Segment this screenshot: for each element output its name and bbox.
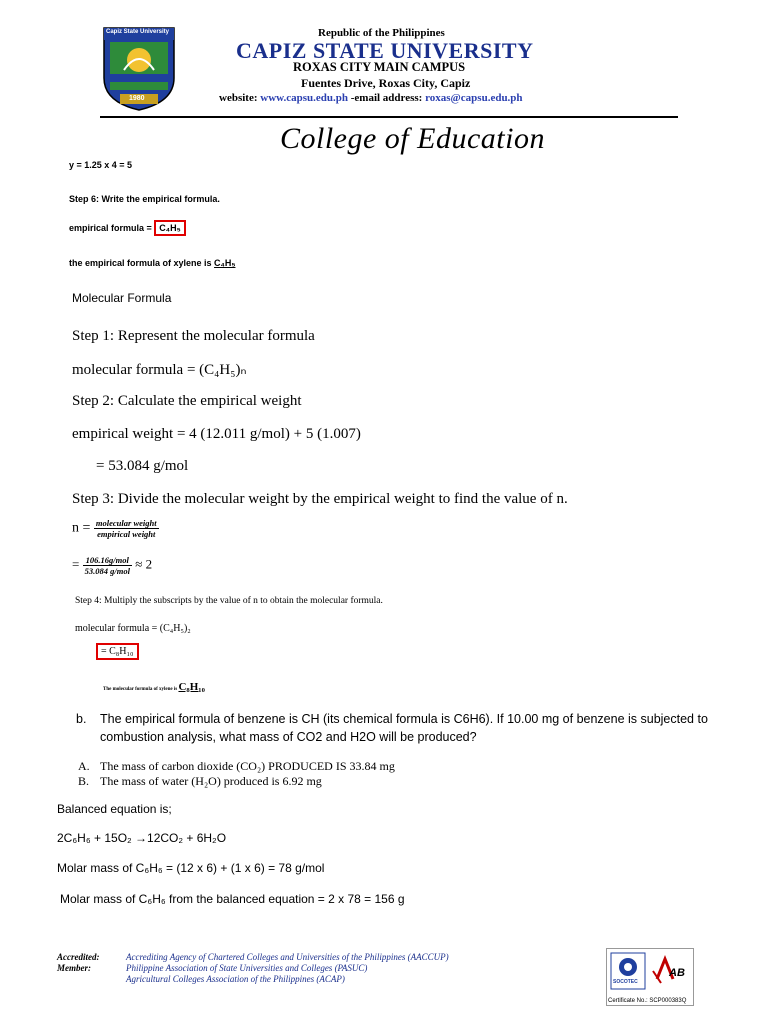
answer-b-text: The mass of water (H₂O) produced is 6.92 mg xyxy=(100,774,322,788)
org-aaccup: Accrediting Agency of Chartered Colleges and Universities of the Philippines (AACCUP) xyxy=(126,952,449,962)
footer-organizations xyxy=(126,952,449,985)
empirical-weight-result: = 53.084 g/mol xyxy=(96,458,189,474)
republic-line: Republic of the Philippines xyxy=(318,27,445,39)
contact-line xyxy=(219,92,523,104)
balanced-equation: 2C₆H₆ + 15O₂ →12CO₂ + 6H₂O xyxy=(57,831,227,845)
y-calculation: y = 1.25 x 4 = 5 xyxy=(69,160,133,170)
n-calc-result: ≈ 2 xyxy=(135,556,153,572)
n-calc-prefix: = xyxy=(72,556,83,572)
logo-text: Capiz State University xyxy=(106,29,170,35)
xylene-molecular-label: The molecular formula of xylene is xyxy=(103,687,179,692)
email-label: -email address: xyxy=(347,92,426,104)
accredited-label: Accredited: xyxy=(57,952,100,962)
member-label: Member: xyxy=(57,963,91,973)
campus-name: ROXAS CITY MAIN CAMPUS xyxy=(293,60,466,74)
molar-mass-balanced-line: Molar mass of C₆H₆ from the balanced equation = 2 x 78 = 156 g xyxy=(60,892,405,906)
xylene-empirical-value: C₄H₅ xyxy=(214,258,236,268)
n-calc-denominator: 53.084 g/mol xyxy=(84,566,130,576)
step2-heading: Step 2: Calculate the empirical weight xyxy=(72,393,302,409)
molar-mass-line: Molar mass of C₆H₆ = (12 x 6) + (1 x 6) = 78 g/mol xyxy=(57,861,325,875)
xylene-empirical-line xyxy=(69,258,235,268)
xylene-molecular-line xyxy=(103,677,205,695)
answer-a-text: The mass of carbon dioxide (CO₂) PRODUCED IS 33.84 mg xyxy=(100,759,395,773)
footer-labels xyxy=(57,952,99,974)
part-b-question-line2: combustion analysis, what mass of CO2 and H2O will be produced? xyxy=(100,730,477,744)
socotec-logo-text: SOCOTEC xyxy=(613,979,638,985)
molecular-formula-heading: Molecular Formula xyxy=(72,291,172,305)
part-b-question-line1: The empirical formula of benzene is CH (its chemical formula is C6H6). If 10.00 mg of benzene is subjected to xyxy=(100,712,708,726)
empirical-formula-line xyxy=(69,223,186,233)
logo-year: 1980 xyxy=(129,95,145,102)
n-fraction xyxy=(94,518,159,539)
n-calc-fraction xyxy=(83,555,132,576)
n-definition xyxy=(72,518,159,539)
email-link[interactable]: roxas@capsu.edu.ph xyxy=(425,92,523,104)
website-link[interactable]: www.capsu.edu.ph xyxy=(260,92,348,104)
header-divider xyxy=(100,116,678,118)
n-numerator: molecular weight xyxy=(95,518,157,528)
n-calculation xyxy=(72,555,152,576)
molecular-formula-subscript: molecular formula = (C₄H₅)₂ xyxy=(75,623,191,634)
campus-address: Fuentes Drive, Roxas City, Capiz xyxy=(301,76,471,90)
n-denominator: empirical weight xyxy=(97,529,156,539)
org-pasuc: Philippine Association of State Universities and Colleges (PASUC) xyxy=(126,963,368,973)
college-title: College of Education xyxy=(280,122,545,155)
org-acap: Agricultural Colleges Association of the Philippines (ACAP) xyxy=(126,974,345,984)
step6-heading: Step 6: Write the empirical formula. xyxy=(69,194,220,204)
molecular-formula-expression: molecular formula = (C₄H₅)ₙ xyxy=(72,362,247,378)
step1-heading: Step 1: Represent the molecular formula xyxy=(72,328,315,344)
university-name: CAPIZ STATE UNIVERSITY xyxy=(236,38,534,63)
website-label: website: xyxy=(219,92,261,104)
certificate-number: Certificate No.: SCP000383Q xyxy=(608,998,687,1004)
xylene-molecular-value: C₈H₁₀ xyxy=(178,681,205,693)
empirical-formula-label: empirical formula = xyxy=(69,223,155,233)
answer-a-label: A. xyxy=(78,759,90,773)
xylene-empirical-label: the empirical formula of xylene is xyxy=(69,258,215,268)
n-calc-numerator: 106.16g/mol xyxy=(83,555,132,566)
answer-b-label: B. xyxy=(78,774,90,788)
ab-logo-text: AB xyxy=(669,967,685,979)
molecular-result-box: = C₈H₁₀ xyxy=(96,643,139,660)
balanced-equation-heading: Balanced equation is; xyxy=(57,802,172,816)
part-b-label: b. xyxy=(76,712,87,726)
empirical-formula-box: C₄H₅ xyxy=(154,220,185,236)
boxed-molecular-result xyxy=(96,646,139,657)
empirical-weight-expression: empirical weight = 4 (12.011 g/mol) + 5 (1.007) xyxy=(72,426,361,442)
step4-heading: Step 4: Multiply the subscripts by the value of n to obtain the molecular formula. xyxy=(75,596,383,606)
step3-heading: Step 3: Divide the molecular weight by the empirical weight to find the value of n. xyxy=(72,491,568,507)
n-label: n = xyxy=(72,520,94,536)
